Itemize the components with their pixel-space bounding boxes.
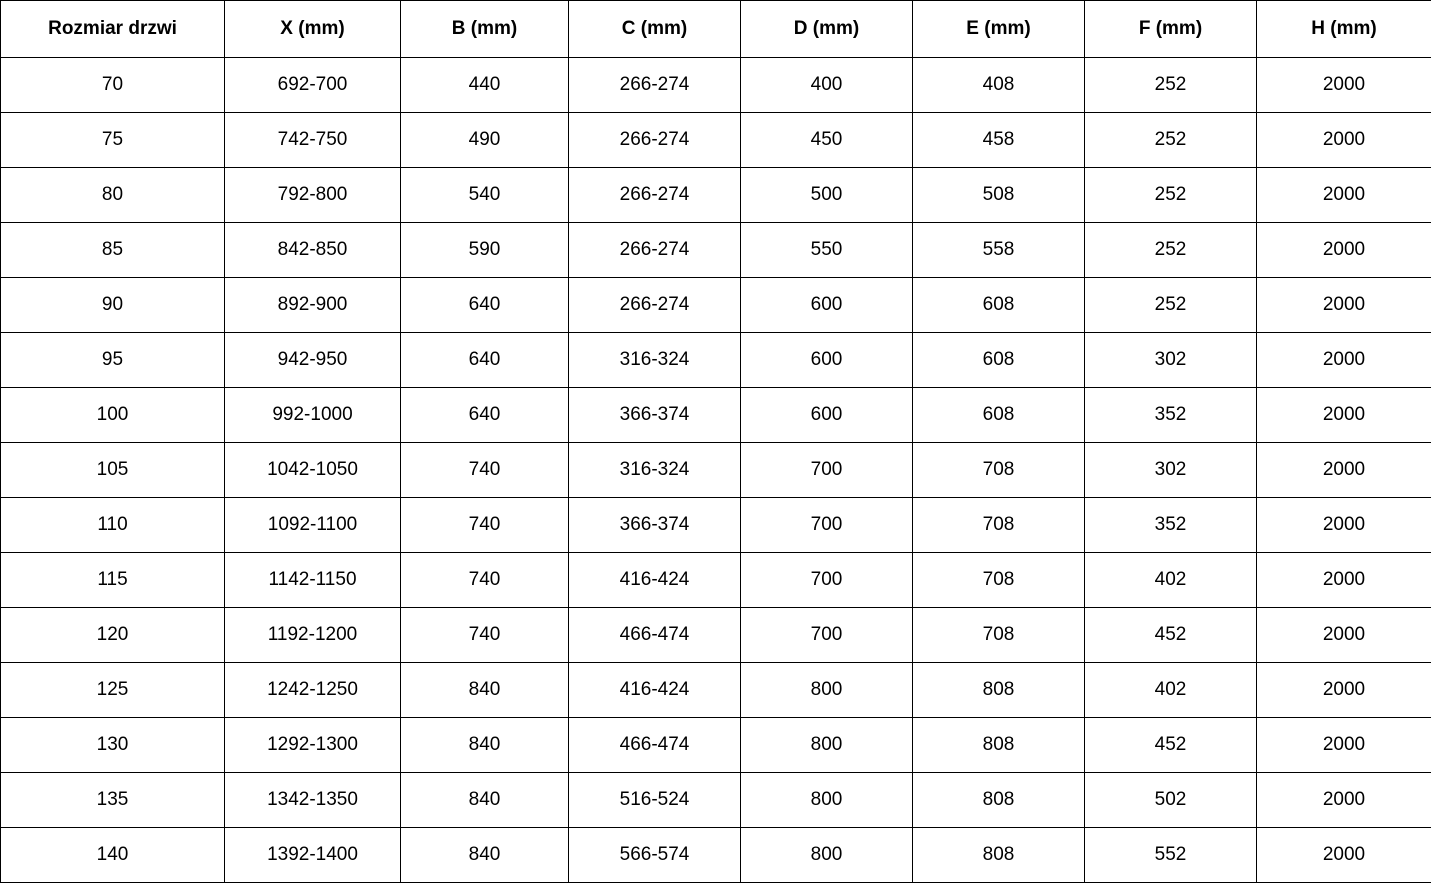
table-cell: 740 xyxy=(401,498,569,553)
table-cell: 452 xyxy=(1085,608,1257,663)
table-cell: 252 xyxy=(1085,223,1257,278)
table-row xyxy=(1,223,1431,278)
table-row xyxy=(1,773,1431,828)
table-cell: 840 xyxy=(401,828,569,883)
table-cell: 366-374 xyxy=(569,388,741,443)
table-cell: 600 xyxy=(741,388,913,443)
table-cell: 266-274 xyxy=(569,113,741,168)
table-cell: 2000 xyxy=(1257,168,1431,223)
table-cell: 85 xyxy=(1,223,225,278)
table-cell: 302 xyxy=(1085,443,1257,498)
table-cell: 708 xyxy=(913,553,1085,608)
table-cell: 352 xyxy=(1085,498,1257,553)
table-cell: 120 xyxy=(1,608,225,663)
table-cell: 840 xyxy=(401,773,569,828)
table-cell: 708 xyxy=(913,443,1085,498)
table-cell: 2000 xyxy=(1257,663,1431,718)
table-cell: 792-800 xyxy=(225,168,401,223)
table-cell: 80 xyxy=(1,168,225,223)
table-cell: 252 xyxy=(1085,58,1257,113)
table-row xyxy=(1,498,1431,553)
table-cell: 1392-1400 xyxy=(225,828,401,883)
table-cell: 135 xyxy=(1,773,225,828)
table-cell: 700 xyxy=(741,553,913,608)
table-cell: 2000 xyxy=(1257,443,1431,498)
table-cell: 552 xyxy=(1085,828,1257,883)
table-cell: 800 xyxy=(741,663,913,718)
column-header-c: C (mm) xyxy=(569,1,741,58)
table-cell: 1342-1350 xyxy=(225,773,401,828)
table-body xyxy=(1,58,1431,883)
table-cell: 1292-1300 xyxy=(225,718,401,773)
table-row xyxy=(1,278,1431,333)
table-cell: 110 xyxy=(1,498,225,553)
table-cell: 2000 xyxy=(1257,58,1431,113)
table-cell: 95 xyxy=(1,333,225,388)
table-cell: 408 xyxy=(913,58,1085,113)
table-cell: 2000 xyxy=(1257,828,1431,883)
table-cell: 608 xyxy=(913,333,1085,388)
table-header-row xyxy=(1,1,1431,58)
table-cell: 692-700 xyxy=(225,58,401,113)
table-row xyxy=(1,718,1431,773)
table-cell: 2000 xyxy=(1257,553,1431,608)
table-cell: 450 xyxy=(741,113,913,168)
table-cell: 316-324 xyxy=(569,333,741,388)
table-cell: 1242-1250 xyxy=(225,663,401,718)
table-cell: 2000 xyxy=(1257,718,1431,773)
table-row xyxy=(1,113,1431,168)
table-cell: 352 xyxy=(1085,388,1257,443)
table-cell: 100 xyxy=(1,388,225,443)
column-header-e: E (mm) xyxy=(913,1,1085,58)
table-cell: 400 xyxy=(741,58,913,113)
table-cell: 1142-1150 xyxy=(225,553,401,608)
table-cell: 516-524 xyxy=(569,773,741,828)
table-cell: 700 xyxy=(741,608,913,663)
table-cell: 508 xyxy=(913,168,1085,223)
column-header-d: D (mm) xyxy=(741,1,913,58)
table-cell: 440 xyxy=(401,58,569,113)
table-cell: 140 xyxy=(1,828,225,883)
table-cell: 708 xyxy=(913,608,1085,663)
table-cell: 700 xyxy=(741,443,913,498)
table-cell: 640 xyxy=(401,333,569,388)
table-cell: 2000 xyxy=(1257,278,1431,333)
table-cell: 266-274 xyxy=(569,58,741,113)
table-cell: 742-750 xyxy=(225,113,401,168)
table-cell: 252 xyxy=(1085,168,1257,223)
table-row xyxy=(1,553,1431,608)
column-header-h: H (mm) xyxy=(1257,1,1431,58)
table-cell: 600 xyxy=(741,333,913,388)
table-row xyxy=(1,828,1431,883)
table-cell: 2000 xyxy=(1257,223,1431,278)
table-cell: 266-274 xyxy=(569,223,741,278)
table-cell: 90 xyxy=(1,278,225,333)
table-row xyxy=(1,608,1431,663)
table-cell: 1042-1050 xyxy=(225,443,401,498)
table-cell: 402 xyxy=(1085,553,1257,608)
table-cell: 252 xyxy=(1085,278,1257,333)
table-cell: 490 xyxy=(401,113,569,168)
table-row xyxy=(1,333,1431,388)
table-cell: 2000 xyxy=(1257,388,1431,443)
table-cell: 600 xyxy=(741,278,913,333)
column-header-f: F (mm) xyxy=(1085,1,1257,58)
table-cell: 800 xyxy=(741,828,913,883)
table-cell: 550 xyxy=(741,223,913,278)
table-cell: 540 xyxy=(401,168,569,223)
table-cell: 640 xyxy=(401,388,569,443)
table-cell: 500 xyxy=(741,168,913,223)
table-cell: 708 xyxy=(913,498,1085,553)
table-cell: 266-274 xyxy=(569,168,741,223)
table-cell: 808 xyxy=(913,718,1085,773)
table-cell: 452 xyxy=(1085,718,1257,773)
table-cell: 842-850 xyxy=(225,223,401,278)
table-cell: 115 xyxy=(1,553,225,608)
table-cell: 316-324 xyxy=(569,443,741,498)
table-cell: 942-950 xyxy=(225,333,401,388)
table-cell: 466-474 xyxy=(569,608,741,663)
table-cell: 416-424 xyxy=(569,663,741,718)
table-cell: 892-900 xyxy=(225,278,401,333)
table-cell: 566-574 xyxy=(569,828,741,883)
table-cell: 402 xyxy=(1085,663,1257,718)
table-row xyxy=(1,663,1431,718)
table-cell: 558 xyxy=(913,223,1085,278)
table-cell: 466-474 xyxy=(569,718,741,773)
table-header xyxy=(1,1,1431,58)
table-cell: 808 xyxy=(913,828,1085,883)
column-header-rozmiar-drzwi: Rozmiar drzwi xyxy=(1,1,225,58)
table-cell: 70 xyxy=(1,58,225,113)
table-cell: 992-1000 xyxy=(225,388,401,443)
table-cell: 740 xyxy=(401,443,569,498)
table-cell: 2000 xyxy=(1257,498,1431,553)
table-cell: 252 xyxy=(1085,113,1257,168)
column-header-b: B (mm) xyxy=(401,1,569,58)
table-cell: 105 xyxy=(1,443,225,498)
table-cell: 608 xyxy=(913,388,1085,443)
table-cell: 808 xyxy=(913,663,1085,718)
table-cell: 458 xyxy=(913,113,1085,168)
table-cell: 808 xyxy=(913,773,1085,828)
table-cell: 302 xyxy=(1085,333,1257,388)
table-cell: 590 xyxy=(401,223,569,278)
table-cell: 1192-1200 xyxy=(225,608,401,663)
table-cell: 130 xyxy=(1,718,225,773)
table-cell: 840 xyxy=(401,663,569,718)
table-row xyxy=(1,58,1431,113)
table-cell: 608 xyxy=(913,278,1085,333)
table-cell: 800 xyxy=(741,718,913,773)
table-cell: 1092-1100 xyxy=(225,498,401,553)
table-cell: 502 xyxy=(1085,773,1257,828)
table-row xyxy=(1,388,1431,443)
table-cell: 740 xyxy=(401,553,569,608)
table-cell: 125 xyxy=(1,663,225,718)
table-cell: 840 xyxy=(401,718,569,773)
table-cell: 2000 xyxy=(1257,113,1431,168)
table-cell: 740 xyxy=(401,608,569,663)
column-header-x: X (mm) xyxy=(225,1,401,58)
table-cell: 2000 xyxy=(1257,773,1431,828)
table-cell: 800 xyxy=(741,773,913,828)
table-row xyxy=(1,443,1431,498)
table-cell: 366-374 xyxy=(569,498,741,553)
table-cell: 416-424 xyxy=(569,553,741,608)
table-cell: 2000 xyxy=(1257,333,1431,388)
table-cell: 266-274 xyxy=(569,278,741,333)
table-cell: 640 xyxy=(401,278,569,333)
table-cell: 75 xyxy=(1,113,225,168)
table-cell: 700 xyxy=(741,498,913,553)
table-row xyxy=(1,168,1431,223)
table-cell: 2000 xyxy=(1257,608,1431,663)
